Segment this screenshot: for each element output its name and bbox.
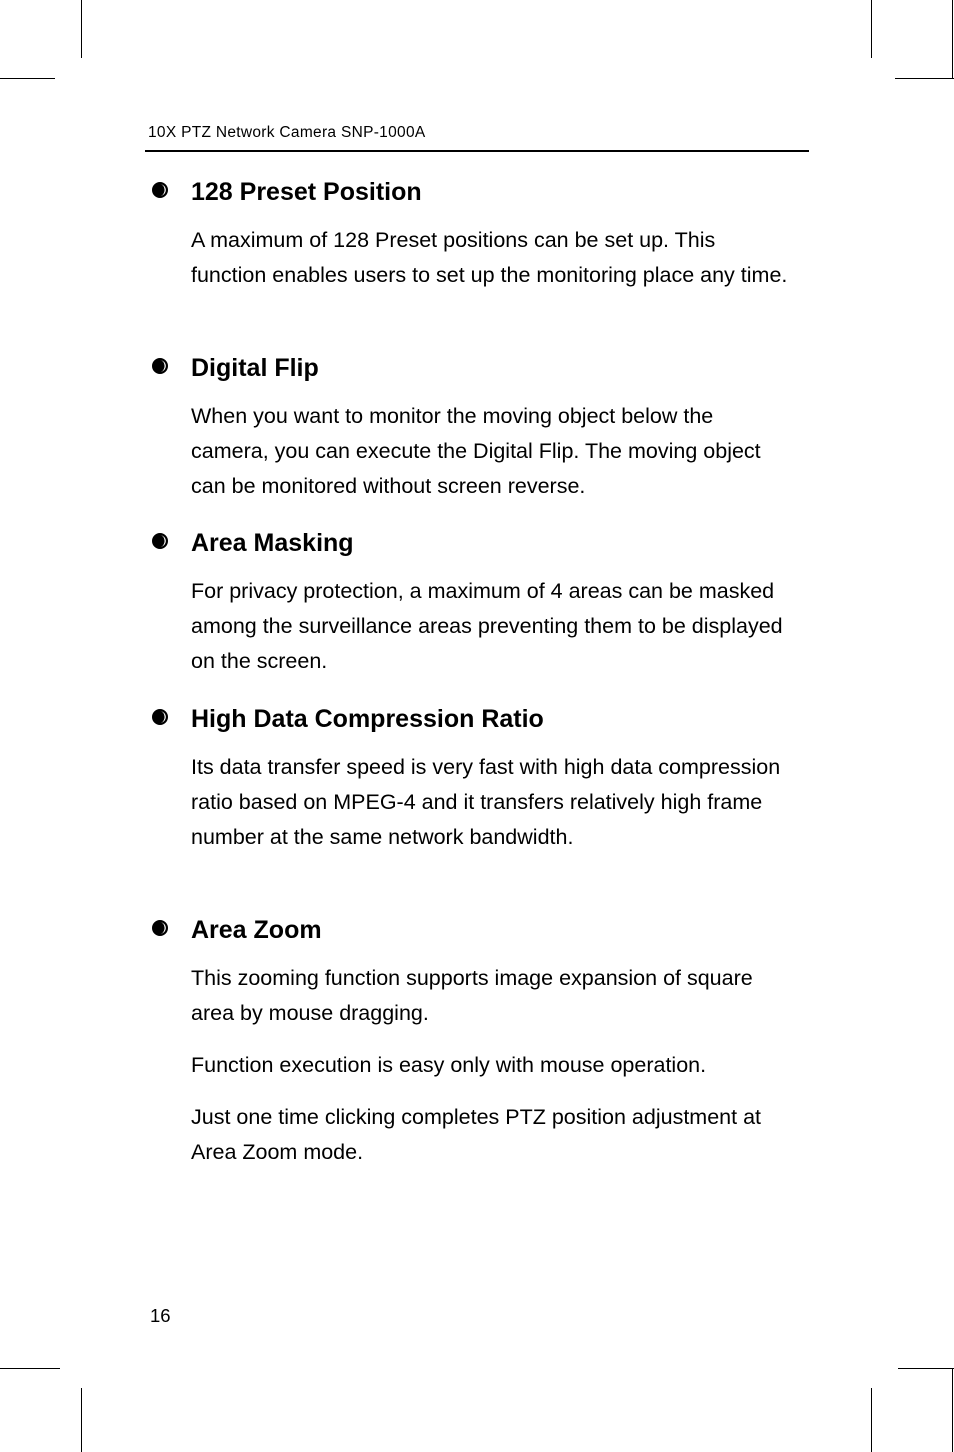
- section-heading: [148, 705, 798, 738]
- crop-mark-top-left-horizontal: [0, 78, 55, 79]
- hollow-circle-bullet-icon: [150, 918, 170, 938]
- hollow-circle-bullet-icon: [150, 531, 170, 551]
- crop-mark-bottom-right-horizontal: [898, 1368, 954, 1369]
- hollow-circle-bullet-icon: [150, 180, 170, 200]
- section-body: [148, 223, 798, 293]
- section-heading: [148, 529, 798, 562]
- paragraph: For privacy protection, a maximum of 4 areas can be masked among the surveillance areas preventing them to be displayed on the screen.: [191, 579, 783, 673]
- paragraph: Just one time clicking completes PTZ position adjustment at Area Zoom mode.: [191, 1105, 762, 1164]
- section-heading: [148, 178, 798, 211]
- section-body: [148, 750, 798, 855]
- hollow-circle-bullet-icon: [150, 707, 170, 727]
- crop-mark-bottom-right-vertical: [871, 1388, 872, 1452]
- section-preset-position: [148, 178, 798, 293]
- crop-mark-bottom-left-vertical: [81, 1388, 82, 1452]
- crop-mark-top-right-horizontal: [895, 78, 954, 79]
- section-body: [148, 574, 798, 679]
- section-high-data-compression-ratio: [148, 705, 798, 855]
- section-title: Area Zoom: [191, 916, 322, 944]
- section-digital-flip: [148, 354, 798, 504]
- section-title: Area Masking: [191, 529, 354, 557]
- paragraph: This zooming function supports image expansion of square area by mouse dragging.: [191, 966, 753, 1025]
- header-rule: [145, 150, 809, 152]
- section-area-zoom: [148, 916, 798, 1170]
- running-header: 10X PTZ Network Camera SNP-1000A: [148, 124, 426, 141]
- crop-mark-top-right-edge: [952, 0, 953, 79]
- page-number: 16: [150, 1305, 171, 1326]
- section-area-masking: [148, 529, 798, 679]
- section-heading: [148, 916, 798, 949]
- paragraph: Function execution is easy only with mouse operation.: [191, 1053, 707, 1077]
- crop-mark-bottom-left-horizontal: [0, 1368, 60, 1369]
- crop-mark-top-right-vertical: [871, 0, 872, 58]
- paragraph: A maximum of 128 Preset positions can be set up. This function enables users to set up the monitoring place any time.: [191, 228, 788, 287]
- crop-mark-bottom-right-edge: [952, 1368, 953, 1452]
- paragraph: When you want to monitor the moving object below the camera, you can execute the Digital Flip. The moving object can be monitored without screen reverse.: [191, 404, 761, 498]
- hollow-circle-bullet-icon: [150, 356, 170, 376]
- section-title: 128 Preset Position: [191, 178, 422, 206]
- section-title: High Data Compression Ratio: [191, 705, 544, 733]
- section-body: [148, 961, 798, 1170]
- crop-mark-top-left-vertical: [81, 0, 82, 58]
- section-title: Digital Flip: [191, 354, 319, 382]
- paragraph: Its data transfer speed is very fast with high data compression ratio based on MPEG-4 and it transfers relatively high frame number at the same network bandwidth.: [191, 755, 781, 849]
- section-heading: [148, 354, 798, 387]
- section-body: [148, 399, 798, 504]
